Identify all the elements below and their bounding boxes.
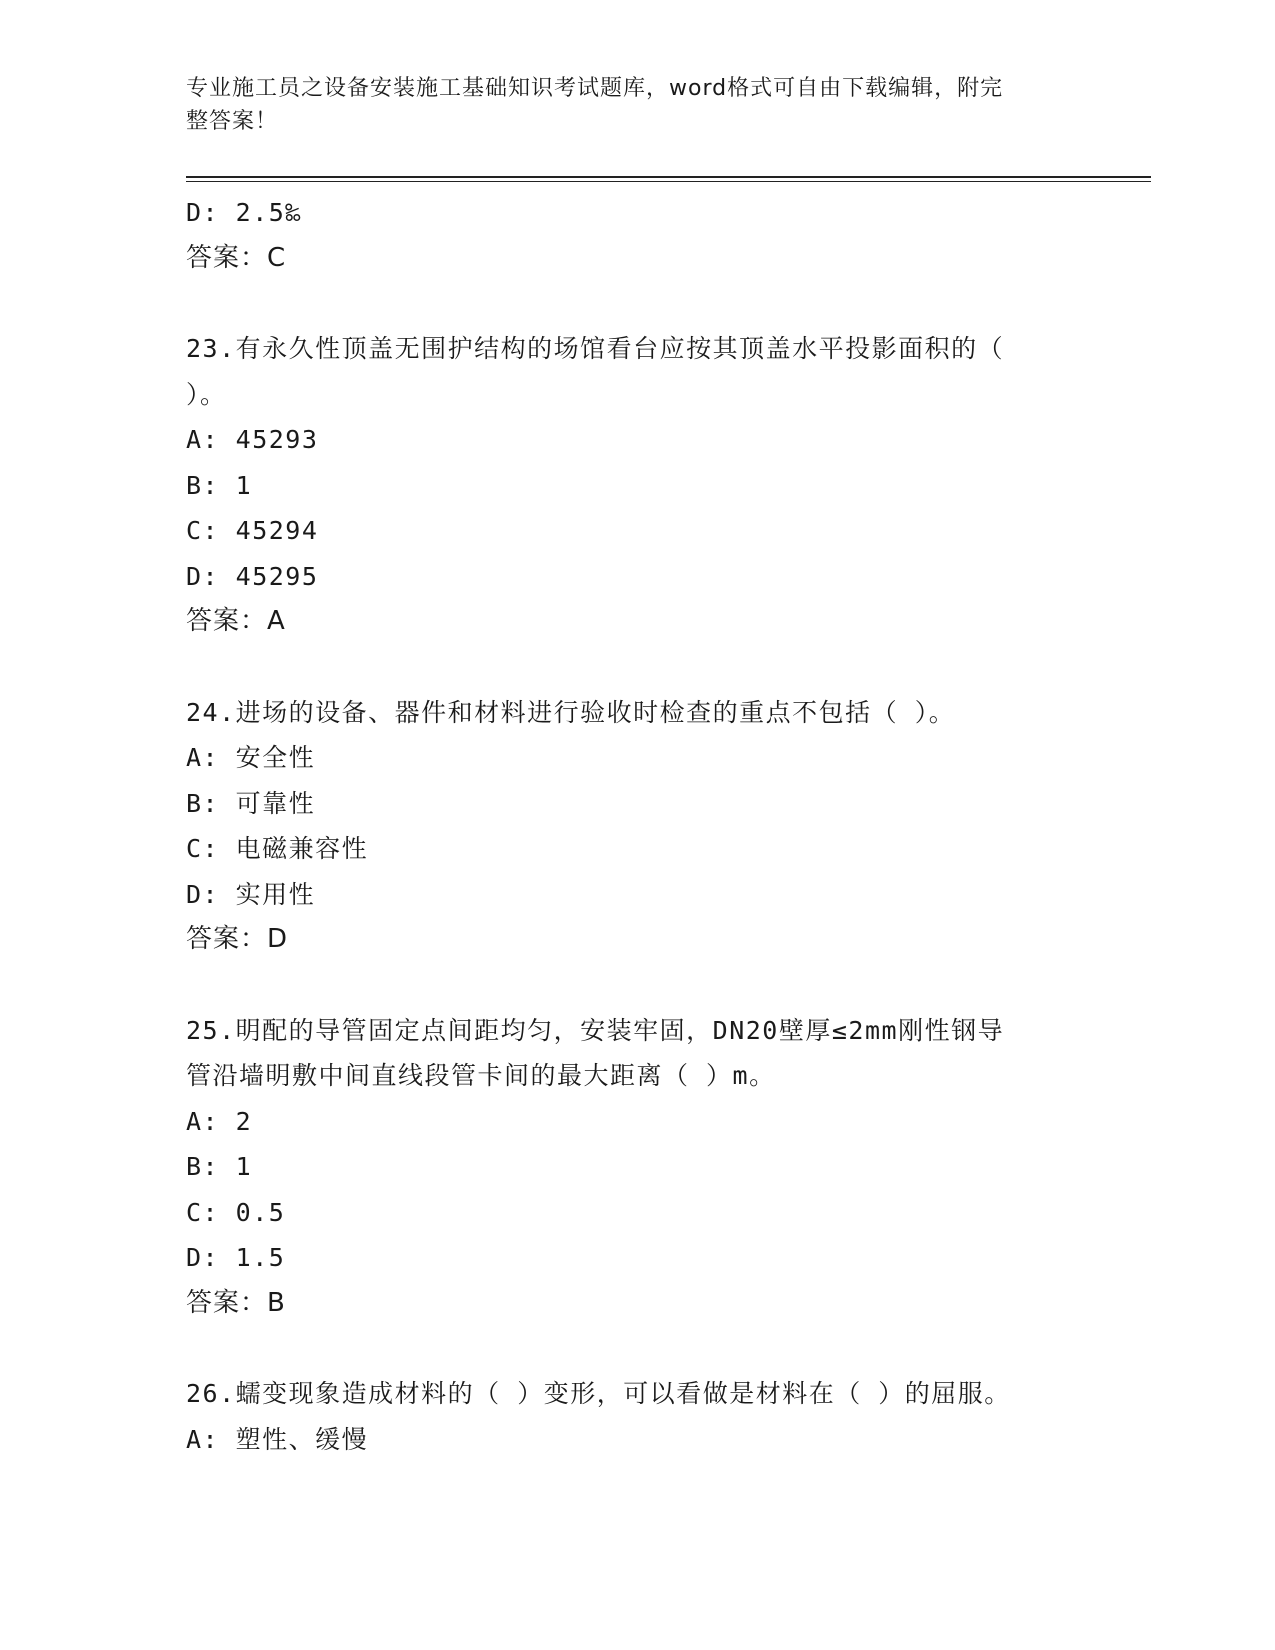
answer-line: 答案：B	[186, 1287, 286, 1318]
question-stem-line-1: 23.有永久性顶盖无围护结构的场馆看台应按其顶盖水平投影面积的（	[186, 334, 1005, 363]
option-b: B: 可靠性	[186, 788, 316, 818]
option-a: A: 塑性、缓慢	[186, 1424, 369, 1454]
option-c: C: 电磁兼容性	[186, 834, 369, 863]
answer-line: 答案：C	[186, 242, 287, 273]
question-stem-line-1: 26.蠕变现象造成材料的（ ）变形，可以看做是材料在（ ）的屈服。	[186, 1379, 1011, 1408]
question-24	[186, 690, 1066, 963]
option-d: D: 2.5‰	[186, 198, 302, 227]
header-divider-thick	[186, 176, 1151, 178]
document-header	[186, 72, 1066, 138]
question-23	[186, 326, 1066, 645]
document-body	[186, 190, 1066, 1462]
option-b: B: 1	[186, 470, 253, 500]
answer-line: 答案：D	[186, 924, 289, 954]
option-b: B: 1	[186, 1152, 253, 1181]
option-d: D: 1.5	[186, 1243, 286, 1272]
option-a: A: 安全性	[186, 743, 316, 772]
option-a: A: 45293	[186, 425, 319, 454]
option-c: C: 0.5	[186, 1197, 286, 1227]
option-c: C: 45294	[186, 516, 319, 545]
question-25	[186, 1008, 1066, 1327]
question-22-tail	[186, 190, 1066, 281]
option-d: D: 45295	[186, 561, 319, 591]
option-d: D: 实用性	[186, 879, 316, 909]
question-stem-line-2: ）。	[186, 379, 227, 409]
header-line-1: 专业施工员之设备安装施工基础知识考试题库，word格式可自由下载编辑，附完	[186, 76, 1004, 101]
question-26	[186, 1371, 1066, 1462]
header-line-2: 整答案！	[186, 109, 279, 134]
question-stem-line-1: 24.进场的设备、器件和材料进行验收时检查的重点不包括（ ）。	[186, 697, 956, 727]
header-divider-thin	[186, 181, 1151, 182]
question-stem-line-1: 25.明配的导管固定点间距均匀，安装牢固，DN20壁厚≤2mm刚性钢导	[186, 1015, 1005, 1045]
option-a: A: 2	[186, 1106, 253, 1136]
answer-line: 答案：A	[186, 606, 286, 636]
question-stem-line-2: 管沿墙明敷中间直线段管卡间的最大距离（ ）m。	[186, 1061, 776, 1090]
